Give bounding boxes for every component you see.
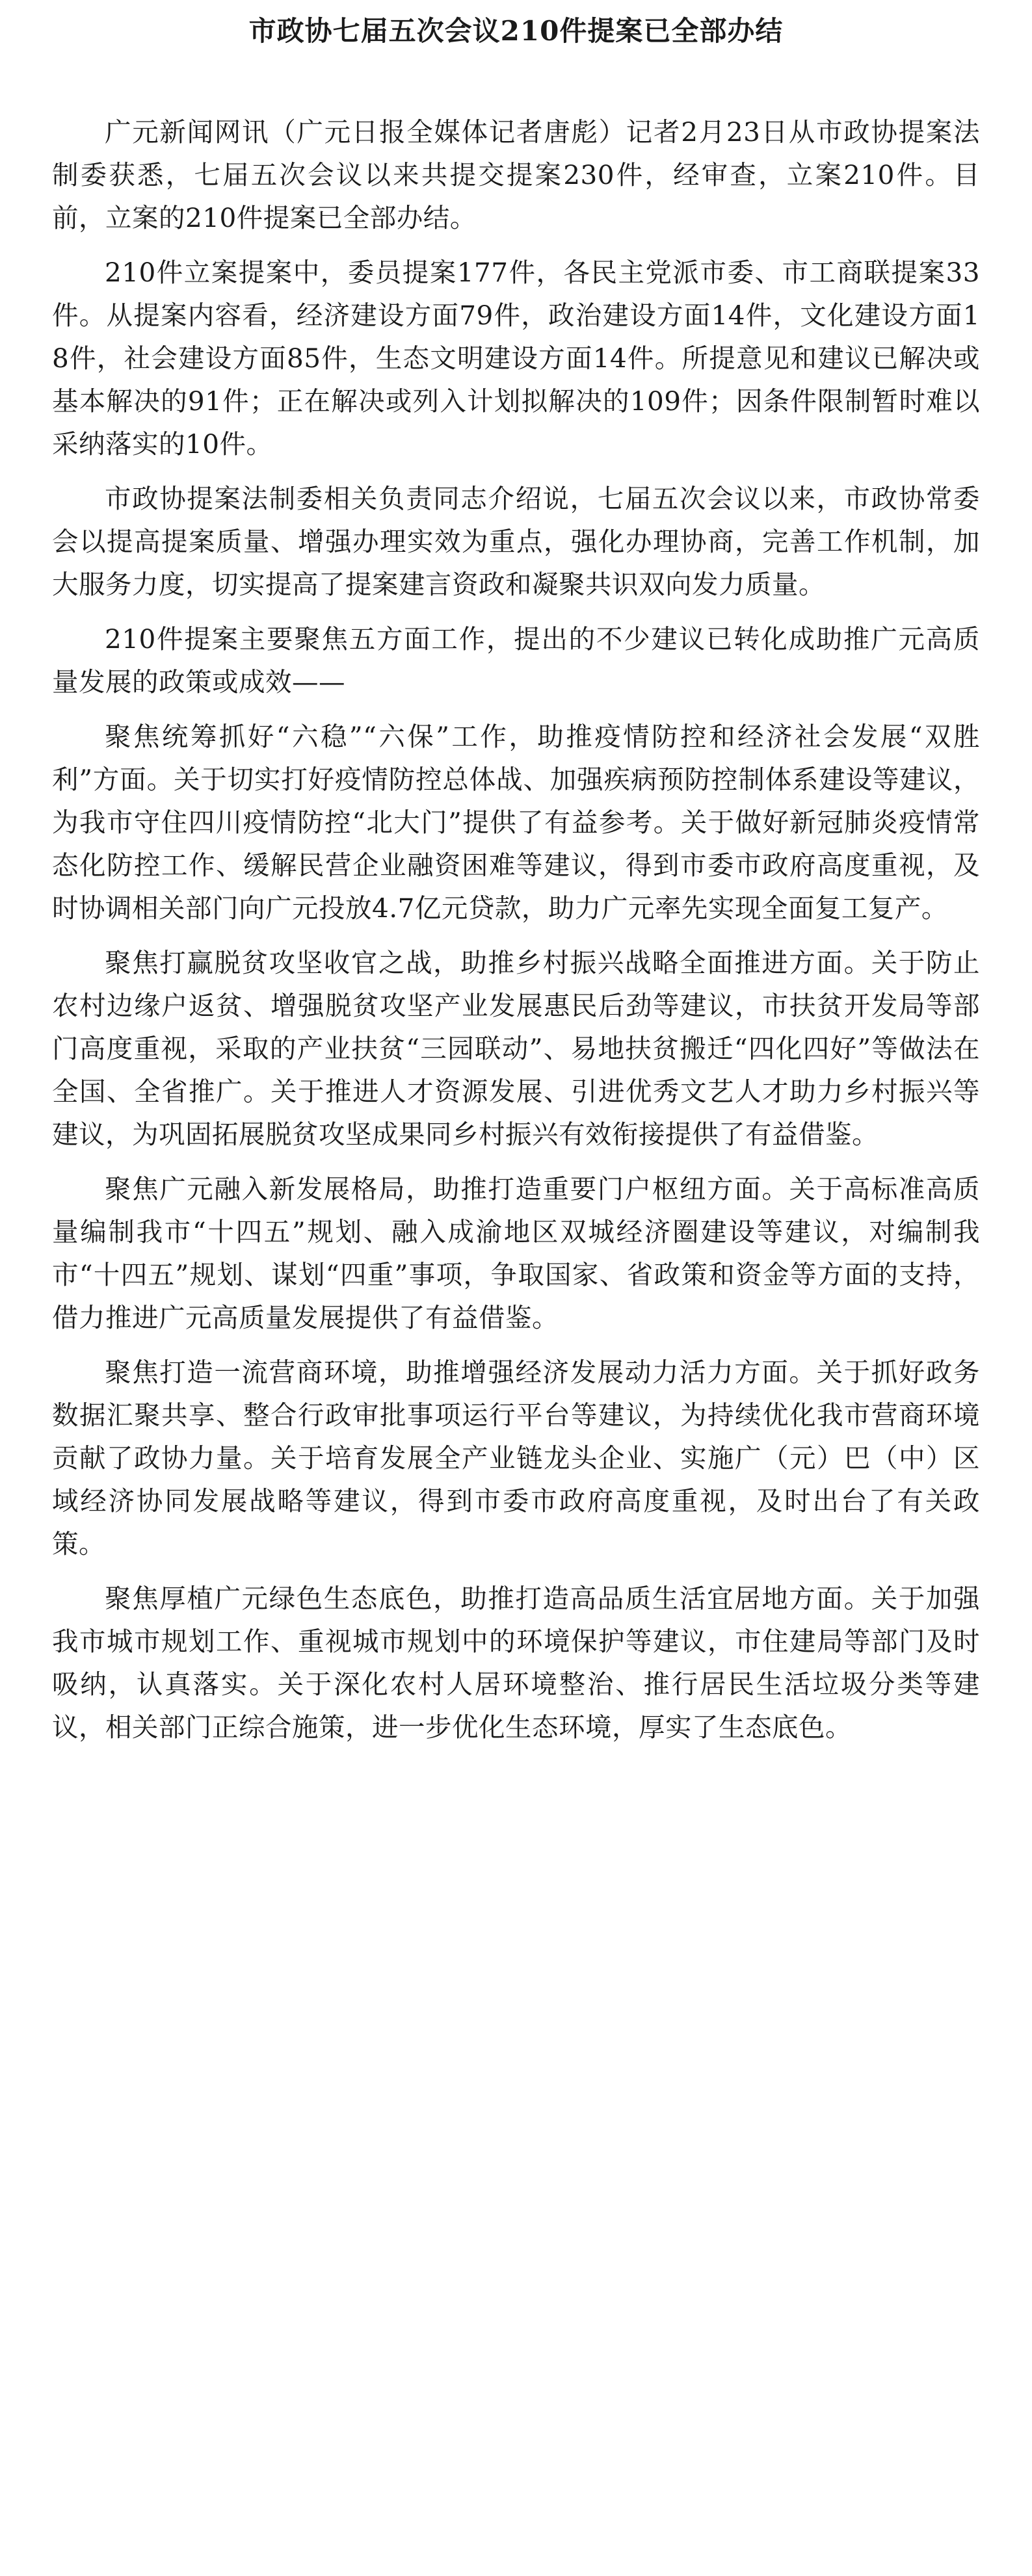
article-paragraph-1: 广元新闻网讯（广元日报全媒体记者唐彪）记者2月23日从市政协提案法制委获悉，七届五次会议以来共提交提案230件，经审查，立案210件。目前，立案的210件提案已全部办结。 xyxy=(52,116,980,233)
article-paragraph-7: 聚焦广元融入新发展格局，助推打造重要门户枢纽方面。关于高标准高质量编制我市“十四五”规划、融入成渝地区双城经济圈建设等建议，对编制我市“十四五”规划、谋划“四重”事项，争取国家、省政策和资金等方面的支持，借力推进广元高质量发展提供了有益借鉴。 xyxy=(52,1173,980,1333)
article-paragraph-2: 210件立案提案中，委员提案177件，各民主党派市委、市工商联提案33件。从提案内容看，经济建设方面79件，政治建设方面14件，文化建设方面18件，社会建设方面85件，生态文明建设方面14件。所提意见和建议已解决或基本解决的91件；正在解决或列入计划拟解决的109件；因条件限制暂时难以采纳落实的10件。 xyxy=(52,257,980,460)
article-paragraph-9: 聚焦厚植广元绿色生态底色，助推打造高品质生活宜居地方面。关于加强我市城市规划工作、重视城市规划中的环境保护等建议，市住建局等部门及时吸纳，认真落实。关于深化农村人居环境整治、推行居民生活垃圾分类等建议，相关部门正综合施策，进一步优化生态环境，厚实了生态底色。 xyxy=(52,1583,980,1743)
article-paragraph-6: 聚焦打赢脱贫攻坚收官之战，助推乡村振兴战略全面推进方面。关于防止农村边缘户返贫、增强脱贫攻坚产业发展惠民后劲等建议，市扶贫开发局等部门高度重视，采取的产业扶贫“三园联动”、易地扶贫搬迁“四化四好”等做法在全国、全省推广。关于推进人才资源发展、引进优秀文艺人才助力乡村振兴等建议，为巩固拓展脱贫攻坚成果同乡村振兴有效衔接提供了有益借鉴。 xyxy=(52,947,980,1150)
article-body xyxy=(52,111,980,1749)
article-paragraph-4: 210件提案主要聚焦五方面工作，提出的不少建议已转化成助推广元高质量发展的政策或成效—— xyxy=(52,623,980,697)
article-paragraph-5: 聚焦统筹抓好“六稳”“六保”工作，助推疫情防控和经济社会发展“双胜利”方面。关于切实打好疫情防控总体战、加强疾病预防控制体系建设等建议，为我市守住四川疫情防控“北大门”提供了有益参考。关于做好新冠肺炎疫情常态化防控工作、缓解民营企业融资困难等建议，得到市委市政府高度重视，及时协调相关部门向广元投放4.7亿元贷款，助力广元率先实现全面复工复产。 xyxy=(52,721,980,924)
article-paragraph-3: 市政协提案法制委相关负责同志介绍说，七届五次会议以来，市政协常委会以提高提案质量、增强办理实效为重点，强化办理协商，完善工作机制，加大服务力度，切实提高了提案建言资政和凝聚共识双向发力质量。 xyxy=(52,483,980,600)
article-title: 市政协七届五次会议210件提案已全部办结 xyxy=(248,15,784,47)
article-paragraph-8: 聚焦打造一流营商环境，助推增强经济发展动力活力方面。关于抓好政务数据汇聚共享、整合行政审批事项运行平台等建议，为持续优化我市营商环境贡献了政协力量。关于培育发展全产业链龙头企业、实施广（元）巴（中）区域经济协同发展战略等建议，得到市委市政府高度重视，及时出台了有关政策。 xyxy=(52,1357,980,1559)
